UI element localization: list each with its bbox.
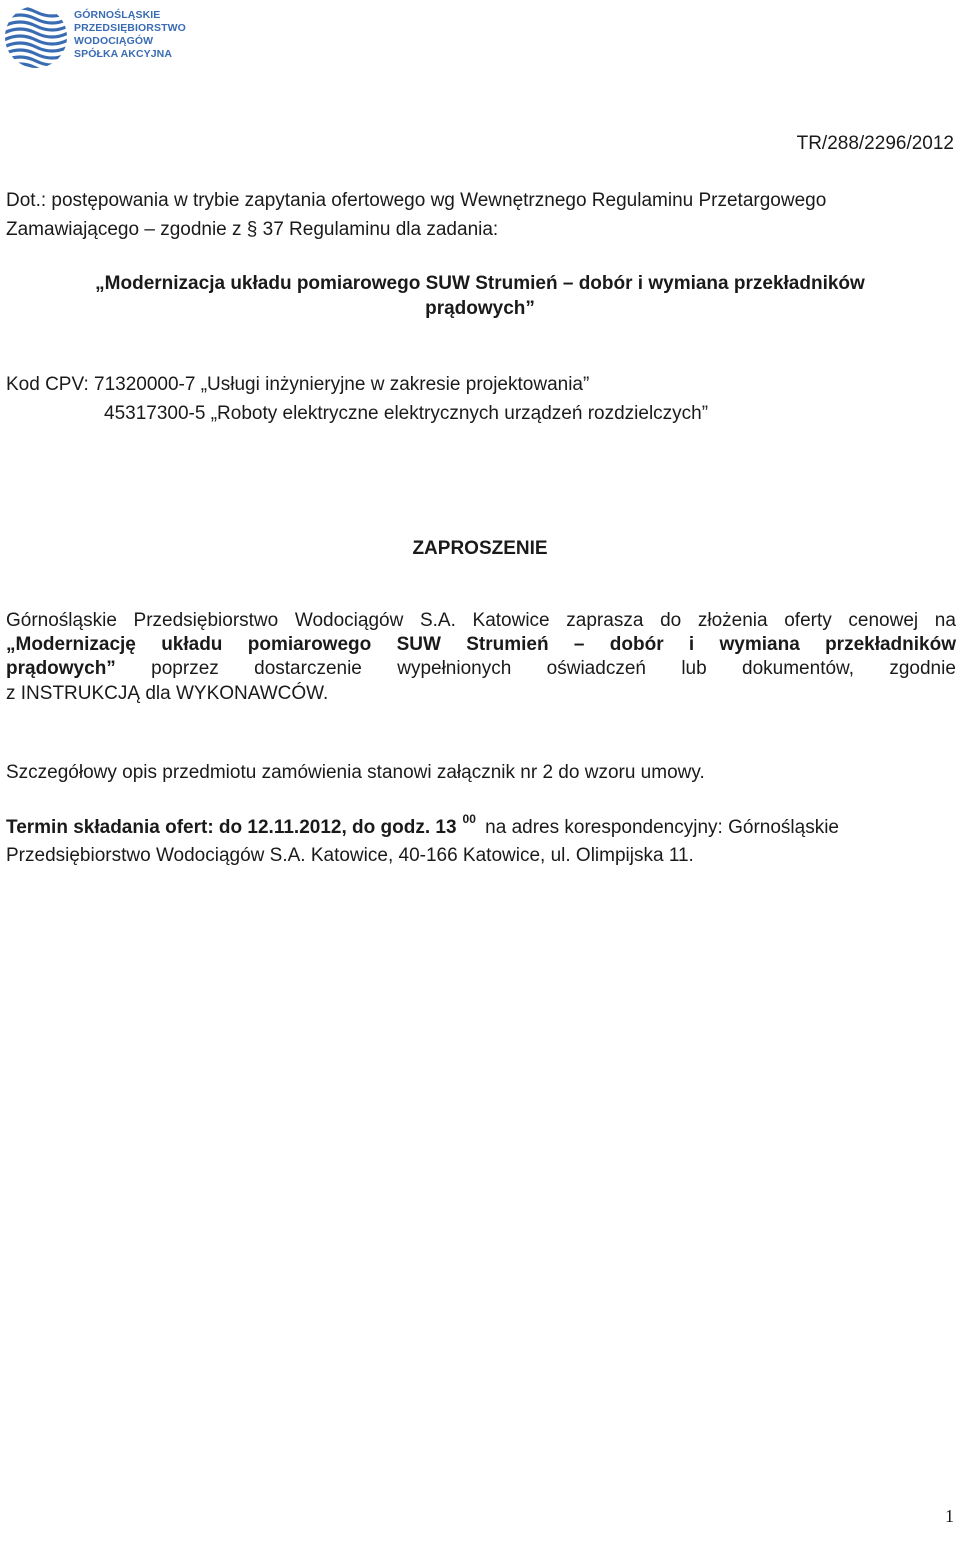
word: Przedsiębiorstwo: [133, 610, 279, 631]
word: oferty: [784, 610, 832, 631]
word: zaprasza: [566, 610, 644, 631]
deadline-line-1: [6, 812, 839, 839]
deadline-minutes: 00: [462, 812, 476, 826]
page-number: 1: [945, 1506, 954, 1526]
details-paragraph: Szczegółowy opis przedmiotu zamówienia stanowi załącznik nr 2 do wzoru umowy.: [6, 762, 705, 783]
word: złożenia: [697, 610, 768, 631]
task-title-line-1: „Modernizacja układu pomiarowego SUW Strumień – dobór i wymiana przekładników: [95, 273, 865, 294]
word: układu: [161, 634, 223, 655]
word: dokumentów,: [742, 658, 854, 679]
invitation-line-3: [6, 658, 956, 680]
word: prądowych”: [6, 658, 116, 679]
word: dobór: [609, 634, 664, 655]
word: S.A.: [419, 610, 456, 631]
word: zgodnie: [889, 658, 956, 679]
word: –: [573, 634, 585, 655]
word: Strumień: [466, 634, 549, 655]
deadline-address-intro: na adres korespondencyjny: Górnośląskie: [485, 817, 839, 838]
invitation-line-2: [6, 634, 956, 656]
task-title-line-2: prądowych”: [425, 298, 535, 319]
logo-line: GÓRNOŚLĄSKIE: [74, 9, 161, 21]
word: lub: [681, 658, 707, 679]
invitation-line-1: [6, 610, 956, 632]
word: Katowice: [472, 610, 550, 631]
logo-text: [74, 9, 186, 61]
deadline-line-2: Przedsiębiorstwo Wodociągów S.A. Katowice, 40-166 Katowice, ul. Olimpijska 11.: [6, 845, 694, 866]
subject-line-2: Zamawiającego – zgodnie z § 37 Regulaminu dla zadania:: [6, 219, 499, 240]
logo-line: PRZEDSIĘBIORSTWO: [74, 22, 186, 34]
word: poprzez: [151, 658, 219, 679]
word: Górnośląskie: [6, 610, 117, 631]
cpv-line-2: 45317300-5 „Roboty elektryczne elektrycznych urządzeń rozdzielczych”: [104, 403, 709, 424]
word: i: [688, 634, 695, 655]
word: Wodociągów: [294, 610, 404, 631]
word: na: [934, 610, 956, 631]
logo-line: SPÓŁKA AKCYJNA: [74, 48, 173, 60]
word: wymiana: [719, 634, 800, 655]
word: „Modernizację: [6, 634, 136, 655]
word: do: [660, 610, 682, 631]
invitation-line-4: z INSTRUKCJĄ dla WYKONAWCÓW.: [6, 683, 329, 704]
cpv-line-1: Kod CPV: 71320000-7 „Usługi inżynieryjne w zakresie projektowania”: [6, 374, 590, 395]
word: oświadczeń: [546, 658, 646, 679]
subject-line-1: Dot.: postępowania w trybie zapytania ofertowego wg Wewnętrznego Regulaminu Przetargowego: [6, 190, 827, 211]
word: przekładników: [825, 634, 956, 655]
word: SUW: [396, 634, 441, 655]
word: dostarczenie: [254, 658, 362, 679]
reference-number: TR/288/2296/2012: [796, 133, 954, 154]
word: wypełnionych: [397, 658, 512, 679]
word: pomiarowego: [247, 634, 372, 655]
word: cenowej: [848, 610, 919, 631]
logo-wave-icon: [4, 2, 68, 72]
invitation-heading: ZAPROSZENIE: [412, 538, 548, 559]
logo-line: WODOCIĄGÓW: [74, 35, 154, 47]
deadline-text: Termin składania ofert: do 12.11.2012, do godz. 13: [6, 817, 457, 838]
